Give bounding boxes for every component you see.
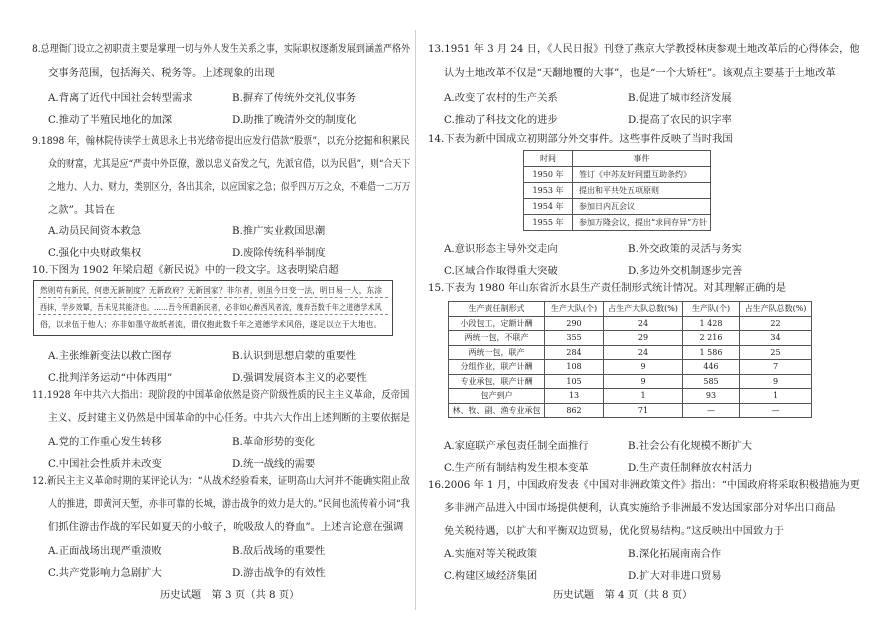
table-row — [449, 403, 812, 418]
table-row — [449, 360, 812, 375]
table-row — [524, 167, 711, 183]
table-cell: 284 — [545, 345, 604, 360]
q8-stem-line: 8.总理衙门设立之初职责主要是掌理一切与外人发生关系之事，实际职权逐渐发展到涵盖严格外 — [32, 43, 410, 55]
quote-rule — [38, 297, 388, 298]
table-header-cell: 生产队(个) — [683, 302, 740, 317]
table-cell: 13 — [545, 389, 604, 404]
table-header-cell: 生产责任制形式 — [449, 302, 545, 317]
q11-option-b[interactable]: B.革命形势的变化 — [232, 436, 315, 448]
q12-stem-line: 12.新民主主义革命时期的某评论认为：“从战术经验看来，证明高山大河并不能确实阻止敌 — [32, 475, 410, 487]
page-4 — [420, 0, 870, 630]
q16-stem-line: 16.2006 年 1 月，中国政府发表《中国对非洲政策文件》指出：“中国政府将采取积极措施为更 — [428, 479, 860, 491]
table-header-row — [449, 302, 812, 317]
table-cell: 1954 年 — [524, 199, 573, 215]
table-row — [524, 215, 711, 231]
table-cell: 参加日内瓦会议 — [573, 199, 711, 215]
table-cell: 1 586 — [683, 345, 740, 360]
table-cell: 签订《中苏友好同盟互助条约》 — [573, 167, 711, 183]
q11-option-c[interactable]: C.中国社会性质并未改变 — [48, 458, 162, 470]
table-cell: 提出和平共处五项原则 — [573, 183, 711, 199]
q14-stem-line: 14.下表为新中国成立初期部分外交事件。这些事件反映了当时我国 — [428, 133, 733, 145]
q16-option-a[interactable]: A.实施对等关税政策 — [444, 548, 538, 560]
q8-stem-line: 交事务范围，包括海关、税务等。上述现象的出现 — [48, 67, 275, 79]
table-cell: 24 — [604, 345, 683, 360]
quote-rule — [38, 314, 388, 315]
q13-option-b[interactable]: B.促进了城市经济发展 — [628, 92, 732, 104]
q8-option-a[interactable]: A.背离了近代中国社会转型需求 — [48, 92, 193, 104]
table-cell: 林、牧、副、渔专业承包 — [449, 403, 545, 418]
table-cell: — — [683, 403, 740, 418]
table-cell: 24 — [604, 316, 683, 331]
q12-stem-line: 们抓住游击作战的军民如夏天的小蚊子，吮吸敌人的脊血”。上述言论意在强调 — [48, 521, 404, 533]
q9-option-c[interactable]: C.强化中央财政集权 — [48, 247, 142, 259]
table-row — [524, 199, 711, 215]
page-3 — [0, 0, 420, 630]
q14-diplomacy-table — [523, 150, 711, 231]
q9-stem-line: 众的财富，尤其是应“严责中外臣僚，激以忠义奋发之气，先派官借，以为民倡”，则“合天下 — [48, 158, 411, 170]
table-cell: 两统一包，联产 — [449, 345, 545, 360]
q10-quote-box — [33, 280, 393, 336]
table-cell: 22 — [740, 316, 812, 331]
q12-option-c[interactable]: C.共产党影响力急剧扩大 — [48, 567, 162, 579]
q16-stem-line: 免关税待遇，以扩大和平衡双边贸易，优化贸易结构。”这反映出中国致力于 — [444, 525, 784, 537]
q8-option-b[interactable]: B.摒弃了传统外交礼仪事务 — [232, 92, 357, 104]
q15-option-a[interactable]: A.家庭联产承包责任制全面推行 — [444, 440, 589, 452]
table-cell: 1950 年 — [524, 167, 573, 183]
q16-option-c[interactable]: C.构建区域经济集团 — [444, 570, 538, 582]
table-cell: — — [740, 403, 812, 418]
table-cell: 355 — [545, 331, 604, 346]
q9-option-b[interactable]: B.推广实业救国思潮 — [232, 225, 326, 237]
q13-option-a[interactable]: A.改变了农村的生产关系 — [444, 92, 558, 104]
q9-stem-line: 之款”。其旨在 — [48, 204, 116, 216]
table-header-cell: 生产大队(个) — [545, 302, 604, 317]
q16-option-d[interactable]: D.扩大对非进口贸易 — [628, 570, 722, 582]
table-cell: 2 216 — [683, 331, 740, 346]
q13-option-c[interactable]: C.推动了科技文化的进步 — [444, 114, 558, 126]
table-cell: 1 — [740, 389, 812, 404]
q10-option-a[interactable]: A.主张维新变法以救亡图存 — [48, 350, 172, 362]
table-cell: 93 — [683, 389, 740, 404]
q15-option-d[interactable]: D.生产责任制释放农村活力 — [628, 462, 753, 474]
q10-option-d[interactable]: D.强调发展资本主义的必要性 — [232, 372, 367, 384]
q13-option-d[interactable]: D.提高了农民的识字率 — [628, 114, 732, 126]
table-cell: 9 — [740, 374, 812, 389]
table-row — [449, 316, 812, 331]
table-cell: 862 — [545, 403, 604, 418]
table-cell: 25 — [740, 345, 812, 360]
q16-option-b[interactable]: B.深化拓展南南合作 — [628, 548, 722, 560]
q14-option-d[interactable]: D.多边外交机制逐步完善 — [628, 265, 743, 277]
q15-statistics-table — [448, 301, 812, 418]
table-cell: 1 428 — [683, 316, 740, 331]
q12-option-a[interactable]: A.正面战场出现严重溃败 — [48, 545, 162, 557]
table-row — [449, 331, 812, 346]
table-cell: 585 — [683, 374, 740, 389]
q12-option-d[interactable]: D.游击战争的有效性 — [232, 567, 326, 579]
table-cell: 1953 年 — [524, 183, 573, 199]
q11-option-d[interactable]: D.统一战线的需要 — [232, 458, 316, 470]
q14-option-b[interactable]: B.外交政策的灵活与务实 — [628, 243, 742, 255]
q10-stem-line: 10.下图为 1902 年梁启超《新民说》中的一段文字。这表明梁启超 — [32, 264, 339, 276]
table-cell: 两统一包，不联产 — [449, 331, 545, 346]
table-cell: 9 — [604, 360, 683, 375]
table-cell: 1 — [604, 389, 683, 404]
q9-stem-line: 9.1898 年，翰林院侍读学士黄思永上书光绪帝提出应发行借款“股票”，以充分挖掘和积累民 — [32, 135, 410, 147]
q12-stem-line: 人的推进，即黄河天堑，亦非可靠的长城，游击战争的效力是大的。”民间也流传着小词“我 — [48, 498, 410, 510]
table-row — [449, 389, 812, 404]
q11-option-a[interactable]: A.党的工作重心发生转移 — [48, 436, 162, 448]
table-cell: 105 — [545, 374, 604, 389]
table-cell: 专业承包，联产计酬 — [449, 374, 545, 389]
table-cell: 446 — [683, 360, 740, 375]
q15-stem-line: 15.下表为 1980 年山东省沂水县生产责任制形式统计情况。对其理解正确的是 — [428, 282, 787, 294]
q10-option-b[interactable]: B.认识到思想启蒙的重要性 — [232, 350, 357, 362]
table-cell: 包产到户 — [449, 389, 545, 404]
table-header-cell: 时间 — [524, 151, 573, 167]
q10-option-c[interactable]: C.批判洋务运动“中体西用” — [48, 372, 173, 384]
q14-option-c[interactable]: C.区域合作取得重大突破 — [444, 265, 558, 277]
q14-option-a[interactable]: A.意识形态主导外交走向 — [444, 243, 558, 255]
table-cell: 小段包工，定额计酬 — [449, 316, 545, 331]
q15-option-c[interactable]: C.生产所有制结构发生根本变革 — [444, 462, 589, 474]
table-cell: 7 — [740, 360, 812, 375]
table-cell: 108 — [545, 360, 604, 375]
page-footer: 历史试题 第 3 页（共 8 页） — [160, 589, 300, 601]
q9-option-a[interactable]: A.动员民间资本救急 — [48, 225, 142, 237]
table-cell: 1955 年 — [524, 215, 573, 231]
q11-stem-line: 11.1928 年中共六大指出：现阶段的中国革命依然是资产阶级性质的民主主义革命，反帝国 — [32, 389, 410, 401]
q12-option-b[interactable]: B.敌后战场的重要性 — [232, 545, 326, 557]
q8-option-c[interactable]: C.推动了半殖民地化的加深 — [48, 114, 173, 126]
quote-line: 俗，以求伍于他人；亦非如墨守故纸者流，谓仅抱此数千年之道德学术风俗，遂足以立于大地也。 — [40, 319, 382, 329]
table-header-cell: 事件 — [573, 151, 711, 167]
table-cell: 参加万隆会议，提出“求同存异”方针 — [573, 215, 711, 231]
q9-option-d[interactable]: D.废除传统科举制度 — [232, 247, 326, 259]
table-cell: 分组作业，联产计酬 — [449, 360, 545, 375]
table-cell: 71 — [604, 403, 683, 418]
q13-stem-line: 13.1951 年 3 月 24 日，《人民日报》刊登了燕京大学教授林庚参观土地改革后的心得体会，他 — [428, 43, 860, 55]
quote-line: 西抹，学步效颦，吾未见其能济也。……吾今所谓新民者，必非如心醉西风者流，蔑弃吾数千年之道德学术风 — [40, 302, 382, 312]
table-row — [449, 374, 812, 389]
table-cell: 290 — [545, 316, 604, 331]
quote-line: 然则苟有新民，何患无新制度？无新政府？无新国家？非尔者，则虽今日变一法，明日易一人，东涂 — [40, 285, 383, 295]
table-cell: 34 — [740, 331, 812, 346]
q8-option-d[interactable]: D.助推了晚清外交的制度化 — [232, 114, 357, 126]
page-footer: 历史试题 第 4 页（共 8 页） — [553, 589, 693, 601]
table-header-cell: 占生产队总数(%) — [740, 302, 812, 317]
q13-stem-line: 认为土地改革不仅是“天翻地覆的大事”，也是“一个大矫枉”。该观点主要基于土地改革 — [444, 67, 836, 79]
q16-stem-line: 多非洲产品进入中国市场提供便利，认真实施给予非洲最不发达国家部分对华出口商品 — [444, 502, 836, 514]
table-row — [524, 183, 711, 199]
q11-stem-line: 主义、反封建主义仍然是中国革命的中心任务。中共六大作出上述判断的主要依据是 — [48, 412, 410, 424]
table-row — [449, 345, 812, 360]
table-header-row — [524, 151, 711, 167]
table-header-cell: 占生产大队总数(%) — [604, 302, 683, 317]
table-cell: 29 — [604, 331, 683, 346]
q9-stem-line: 之地力、人力、财力，类别区分，各出其余，以应国家之急；似乎四万万之众，不难借一二万万 — [48, 181, 411, 193]
q15-option-b[interactable]: B.社会公有化规模不断扩大 — [628, 440, 753, 452]
table-cell: 9 — [604, 374, 683, 389]
